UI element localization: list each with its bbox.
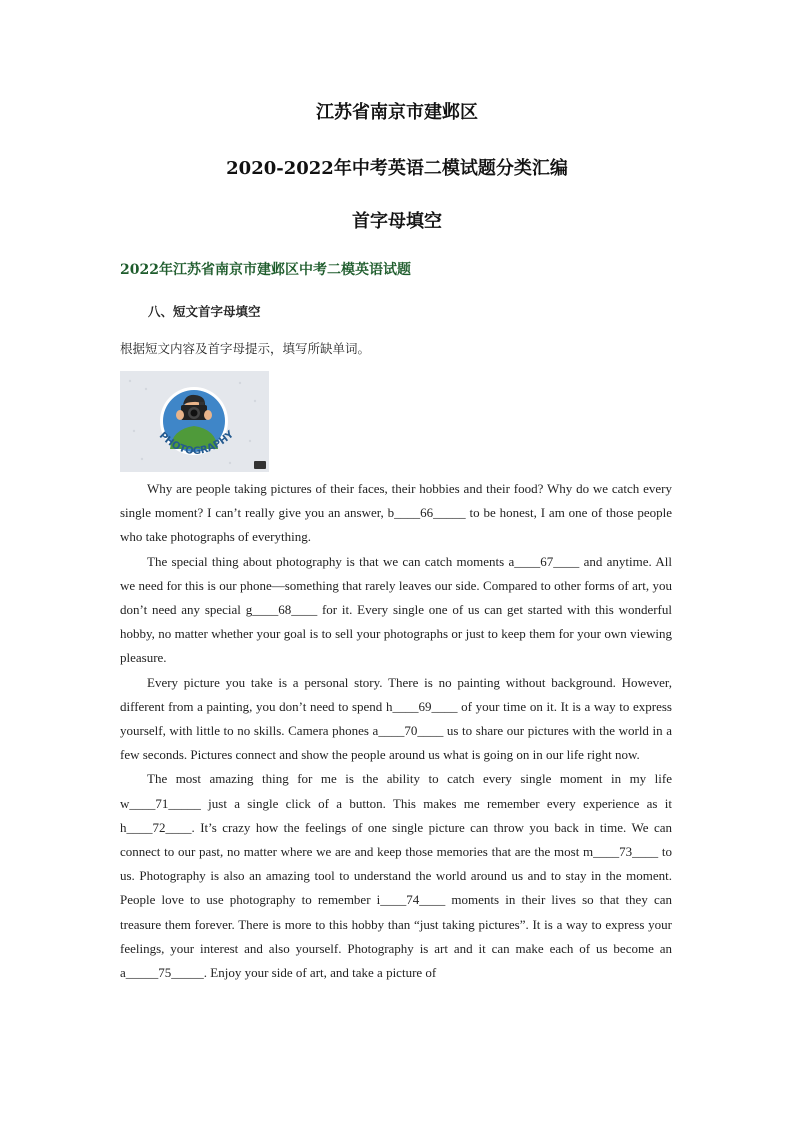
instruction-text: 根据短文内容及首字母提示，填写所缺单词。: [120, 341, 371, 356]
passage-paragraph-1: Why are people taking pictures of their faces, their hobbies and their food? Why do we catch every single moment? I can’t really give you an answer, b____66_____ to be honest, I am one of those people who take photographs of everything.: [120, 481, 672, 545]
passage-paragraph-3: Every picture you take is a personal story. There is no painting without background. However, different from a painting, you don’t need to spend h____69____ of your time on it. It is a way to express yourself, with little to no skills. Camera phones a____70____ us to share our pictures with the world in a few seconds. Pictures connect and show the people around us what is going on in our life right now.: [120, 674, 672, 763]
passage-paragraph-4: The most amazing thing for me is the ability to catch every single moment in my life w____71_____ just a single click of a button. This makes me remember every experience as it h____72____. It’s crazy how the feelings of one single picture can throw you back in time. We can connect to our past, no matter where we are and keep those memories that are the most m____73____ to us. Photography is also an amazing tool to understand the world around us and to stay in the moment. People love to use photography to remember i____74____ moments in their lives so that they can treasure them forever. There is more to this hobby than “just taking pictures”. It is a way to express your feelings, your interest and also yourself. Photography is art and it can make each of us become an a_____75_____. Enjoy your side of art, and take a picture of: [120, 771, 672, 981]
document-title-years: 2020-2022年中考英语二模试题分类汇编: [226, 158, 568, 179]
document-title-region: 江苏省南京市建邺区: [316, 102, 478, 123]
exam-section-heading: 2022年江苏省南京市建邺区中考二模英语试题: [120, 262, 411, 278]
document-title-topic: 首字母填空: [352, 211, 442, 232]
photography-illustration: [120, 371, 269, 472]
part-heading: 八、短文首字母填空: [148, 304, 261, 319]
reading-passage: [120, 477, 672, 985]
passage-paragraph-2: The special thing about photography is that we can catch moments a____67____ and anytime. All we need for this is our phone—something that rarely leaves our side. Compared to other forms of art, you don’t need any special g____68____ for it. Every single one of us can get started with this wonderful hobby, no matter whether your goal is to sell your photographs or just to keep them for your own viewing pleasure.: [120, 553, 672, 666]
photographer-with-camera-icon: [120, 371, 269, 472]
photography-caption: PHOTOGRAPHY: [156, 429, 237, 458]
